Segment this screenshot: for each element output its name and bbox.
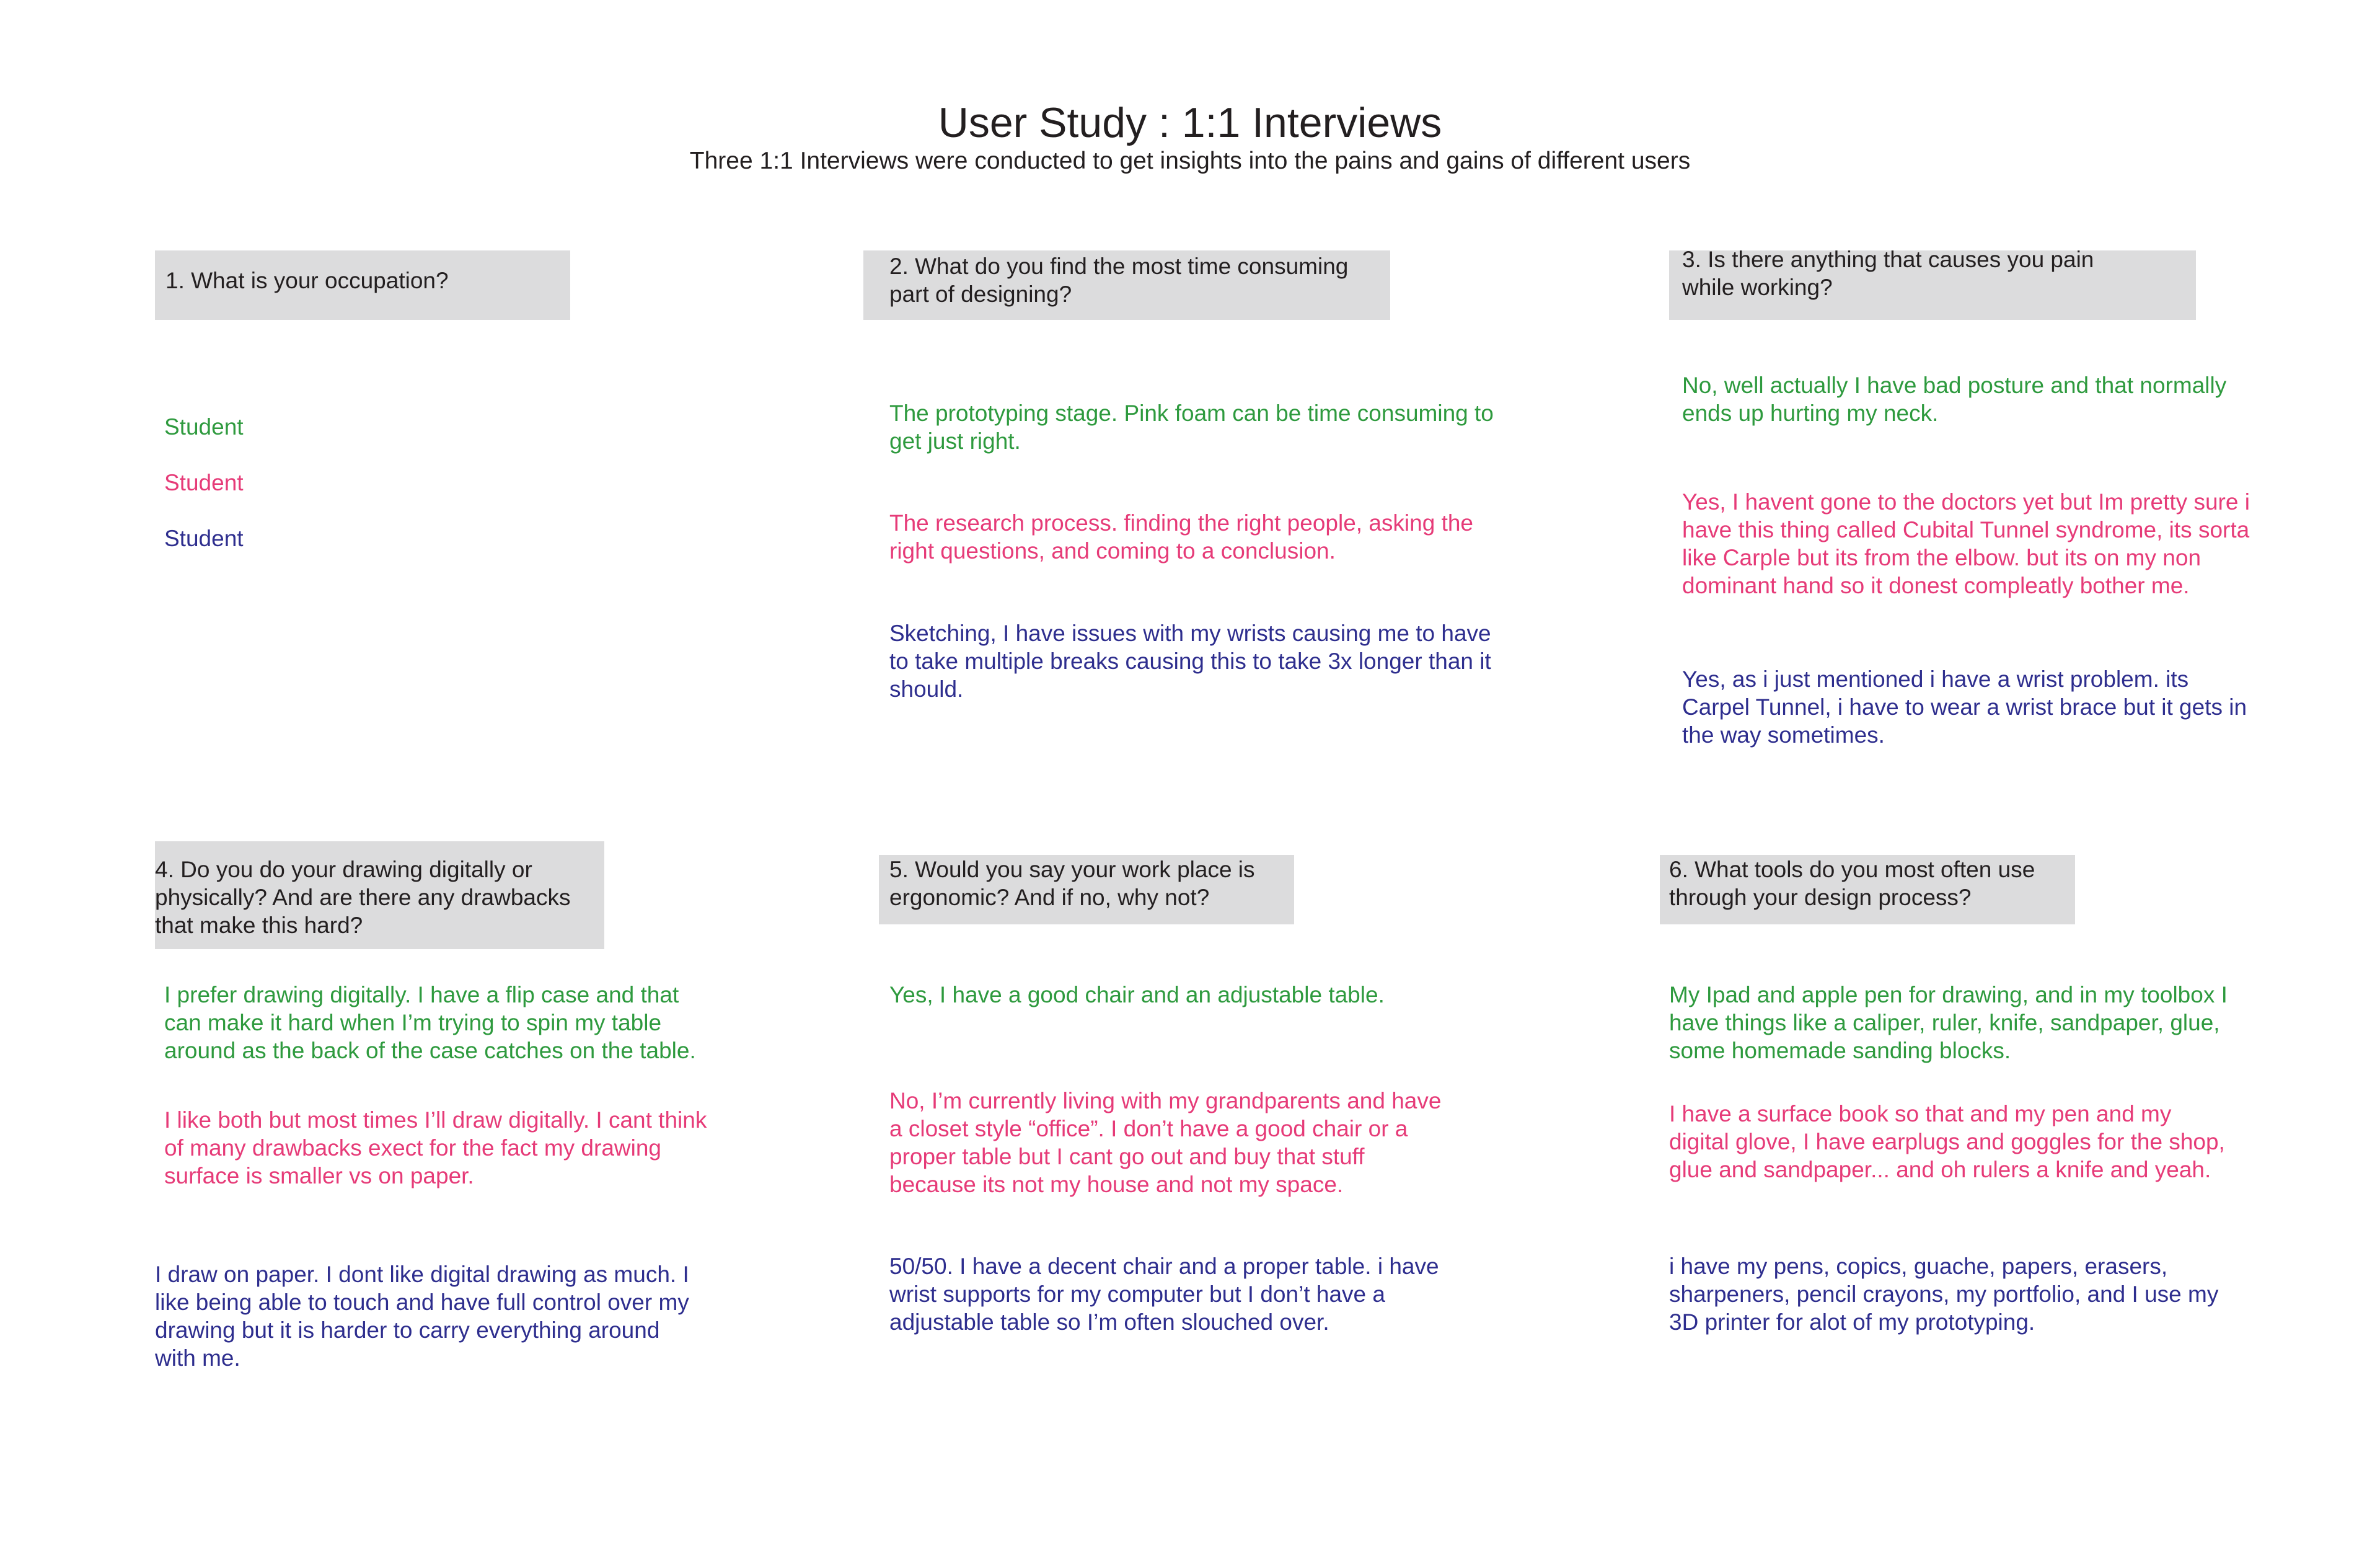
q6-answer-user3: i have my pens, copics, guache, papers, erasers, sharpeners, pencil crayons, my portfolio, and I use my 3D printer for alot of my prototyping. [1669, 1254, 2219, 1335]
q4-answer-user1: I prefer drawing digitally. I have a flip case and that can make it hard when I’m trying to spin my table around as the back of the case catches on the table. [164, 982, 696, 1063]
q2-answer-user1: The prototyping stage. Pink foam can be time consuming to get just right. [889, 400, 1494, 454]
question-1-text: 1. What is your occupation? [165, 268, 449, 293]
q3-answer-user3: Yes, as i just mentioned i have a wrist problem. its Carpel Tunnel, i have to wear a wrist brace but it gets in the way sometimes. [1682, 666, 2247, 748]
q4-answer-user2: I like both but most times I’ll draw digitally. I cant think of many drawbacks exect for the fact my drawing surface is smaller vs on paper. [164, 1107, 707, 1188]
q6-answer-user1: My Ipad and apple pen for drawing, and in my toolbox I have things like a caliper, ruler, knife, sandpaper, glue, some homemade sanding blocks. [1669, 982, 2228, 1063]
q1-answer-user2: Student [164, 470, 244, 495]
question-6-text: 6. What tools do you most often use through your design process? [1669, 857, 2035, 910]
page-subtitle: Three 1:1 Interviews were conducted to get insights into the pains and gains of different users [689, 148, 1691, 174]
q1-answer-user1: Student [164, 414, 244, 440]
q2-answer-user2: The research process. finding the right people, asking the right questions, and coming to a conclusion. [889, 510, 1474, 564]
question-2-text: 2. What do you find the most time consuming part of designing? [889, 254, 1349, 307]
question-5-text: 5. Would you say your work place is ergonomic? And if no, why not? [889, 857, 1255, 910]
q5-answer-user2: No, I’m currently living with my grandparents and have a closet style “office”. I don’t have a good chair or a proper table but I cant go out and buy that stuff because its not my house and not my space. [889, 1088, 1442, 1197]
q5-answer-user3: 50/50. I have a decent chair and a proper table. i have wrist supports for my computer but I don’t have a adjustable table so I’m often slouched over. [889, 1254, 1439, 1335]
q6-answer-user2: I have a surface book so that and my pen and my digital glove, I have earplugs and goggles for the shop, glue and sandpaper... and oh rulers a knife and yeah. [1669, 1101, 2225, 1182]
q4-answer-user3: I draw on paper. I dont like digital drawing as much. I like being able to touch and have full control over my drawing but it is harder to carry everything around with me. [155, 1262, 689, 1371]
q5-answer-user1: Yes, I have a good chair and an adjustable table. [889, 982, 1385, 1007]
q3-answer-user2: Yes, I havent gone to the doctors yet but Im pretty sure i have this thing called Cubital Tunnel syndrome, its sorta like Carple but its from the elbow. but its on my non dominant hand so it donest compleatly bother me. [1682, 489, 2250, 598]
q3-answer-user1: No, well actually I have bad posture and that normally ends up hurting my neck. [1682, 373, 2227, 426]
q1-answer-user3: Student [164, 526, 244, 551]
question-3-text: 3. Is there anything that causes you pain while working? [1682, 247, 2094, 300]
question-4-text: 4. Do you do your drawing digitally or physically? And are there any drawbacks that make this hard? [155, 857, 571, 938]
page-title: User Study : 1:1 Interviews [938, 99, 1442, 146]
q2-answer-user3: Sketching, I have issues with my wrists causing me to have to take multiple breaks causing this to take 3x longer than it should. [889, 621, 1491, 702]
